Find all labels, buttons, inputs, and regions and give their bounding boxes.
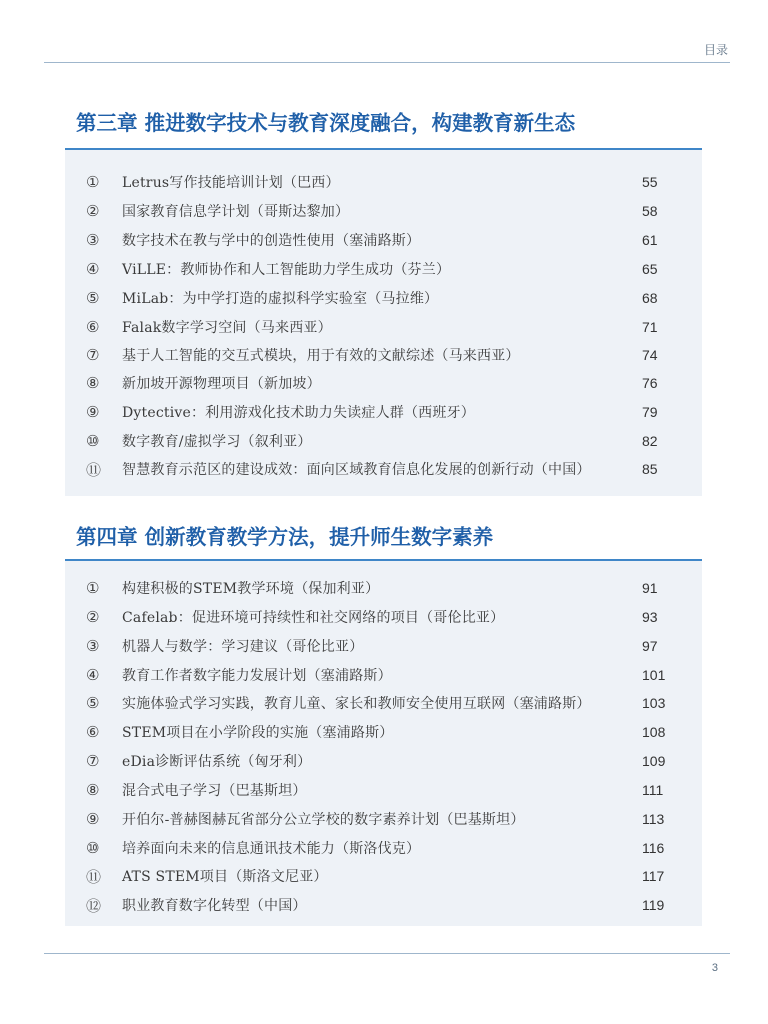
- entry-title: 数字技术在教与学中的创造性使用（塞浦路斯）: [122, 233, 421, 249]
- toc-entry[interactable]: [65, 343, 702, 367]
- entry-number: ④: [86, 666, 100, 684]
- entry-page: 117: [642, 868, 665, 884]
- entry-title: Dytective：利用游戏化技术助力失读症人群（西班牙）: [122, 405, 475, 421]
- entry-number: ⑨: [86, 810, 100, 828]
- entry-title: 开伯尔-普赫图赫瓦省部分公立学校的数字素养计划（巴基斯坦）: [122, 812, 525, 828]
- entry-page: 97: [642, 638, 658, 654]
- entry-number: ②: [86, 202, 100, 220]
- entry-page: 71: [642, 319, 658, 335]
- entry-page: 68: [642, 290, 658, 306]
- entry-number: ⑥: [86, 723, 100, 741]
- entry-title: 基于人工智能的交互式模块，用于有效的文献综述（马来西亚）: [122, 348, 520, 364]
- toc-entry[interactable]: [65, 807, 702, 831]
- entry-page: 65: [642, 261, 658, 277]
- toc-entry[interactable]: [65, 663, 702, 687]
- toc-entry[interactable]: [65, 257, 702, 281]
- toc-entry[interactable]: [65, 429, 702, 453]
- entry-title: Cafelab：促进环境可持续性和社交网络的项目（哥伦比亚）: [122, 610, 505, 626]
- entry-number: ⑤: [86, 694, 100, 712]
- toc-entry[interactable]: [65, 893, 702, 917]
- entry-page: 82: [642, 433, 658, 449]
- toc-entry[interactable]: [65, 371, 702, 395]
- chapter-4-toc: [65, 559, 702, 926]
- entry-page: 55: [642, 174, 658, 190]
- header-divider: [44, 62, 730, 63]
- toc-entry[interactable]: [65, 457, 702, 481]
- entry-number: ⑥: [86, 318, 100, 336]
- entry-title: 混合式电子学习（巴基斯坦）: [122, 783, 307, 799]
- entry-title: MiLab：为中学打造的虚拟科学实验室（马拉维）: [122, 291, 439, 307]
- entry-title: Falak数字学习空间（马来西亚）: [122, 320, 332, 336]
- entry-title: STEM项目在小学阶段的实施（塞浦路斯）: [122, 725, 394, 741]
- entry-page: 109: [642, 753, 666, 769]
- entry-number: ⑧: [86, 781, 100, 799]
- entry-title: 实施体验式学习实践，教育儿童、家长和教师安全使用互联网（塞浦路斯）: [122, 696, 591, 712]
- entry-page: 93: [642, 609, 658, 625]
- entry-number: ③: [86, 637, 100, 655]
- footer-divider: [44, 953, 730, 954]
- chapter-4-title: 第四章 创新教育教学方法，提升师生数字素养: [76, 525, 494, 549]
- entry-title: 数字教育/虚拟学习（叙利亚）: [122, 434, 312, 450]
- toc-entry[interactable]: [65, 576, 702, 600]
- entry-page: 76: [642, 375, 658, 391]
- toc-entry[interactable]: [65, 749, 702, 773]
- entry-number: ⑦: [86, 346, 100, 364]
- entry-page: 116: [642, 840, 665, 856]
- toc-entry[interactable]: [65, 286, 702, 310]
- entry-number: ②: [86, 608, 100, 626]
- toc-entry[interactable]: [65, 634, 702, 658]
- toc-entry[interactable]: [65, 836, 702, 860]
- toc-entry[interactable]: [65, 315, 702, 339]
- entry-page: 103: [642, 695, 666, 711]
- toc-entry[interactable]: [65, 228, 702, 252]
- entry-number: ⑪: [86, 460, 102, 479]
- entry-number: ①: [86, 579, 100, 597]
- entry-page: 119: [642, 897, 665, 913]
- entry-title: 机器人与数学：学习建议（哥伦比亚）: [122, 639, 364, 655]
- entry-page: 61: [642, 232, 658, 248]
- entry-number: ⑪: [86, 867, 102, 886]
- entry-page: 113: [642, 811, 665, 827]
- toc-entry[interactable]: [65, 778, 702, 802]
- entry-number: ⑤: [86, 289, 100, 307]
- entry-title: 职业教育数字化转型（中国）: [122, 898, 307, 914]
- entry-title: Letrus写作技能培训计划（巴西）: [122, 175, 340, 191]
- toc-entry[interactable]: [65, 199, 702, 223]
- entry-page: 111: [642, 782, 664, 798]
- entry-title: ViLLE：教师协作和人工智能助力学生成功（芬兰）: [122, 262, 451, 278]
- entry-title: 教育工作者数字能力发展计划（塞浦路斯）: [122, 668, 392, 684]
- entry-page: 79: [642, 404, 658, 420]
- entry-number: ⑫: [86, 896, 102, 915]
- toc-entry[interactable]: [65, 605, 702, 629]
- toc-entry[interactable]: [65, 720, 702, 744]
- toc-entry[interactable]: [65, 864, 702, 888]
- entry-title: 构建积极的STEM教学环境（保加利亚）: [122, 581, 380, 597]
- toc-entry[interactable]: [65, 691, 702, 715]
- entry-title: 智慧教育示范区的建设成效：面向区域教育信息化发展的创新行动（中国）: [122, 462, 591, 478]
- chapter-3-toc: [65, 148, 702, 496]
- entry-title: ATS STEM项目（斯洛文尼亚）: [122, 869, 328, 885]
- entry-number: ⑨: [86, 403, 100, 421]
- entry-title: 国家教育信息学计划（哥斯达黎加）: [122, 204, 350, 220]
- entry-number: ⑩: [86, 432, 100, 450]
- entry-page: 58: [642, 203, 658, 219]
- entry-page: 74: [642, 347, 658, 363]
- entry-title: 培养面向未来的信息通讯技术能力（斯洛伐克）: [122, 841, 421, 857]
- running-header-label: 目录: [703, 43, 728, 57]
- entry-number: ③: [86, 231, 100, 249]
- entry-page: 108: [642, 724, 666, 740]
- entry-number: ⑩: [86, 839, 100, 857]
- entry-number: ⑧: [86, 374, 100, 392]
- toc-entry[interactable]: [65, 400, 702, 424]
- entry-page: 85: [642, 461, 658, 477]
- entry-number: ④: [86, 260, 100, 278]
- entry-title: 新加坡开源物理项目（新加坡）: [122, 376, 321, 392]
- page-number: 3: [711, 962, 718, 974]
- entry-page: 91: [642, 580, 658, 596]
- toc-entry[interactable]: [65, 170, 702, 194]
- entry-number: ①: [86, 173, 100, 191]
- chapter-3-title: 第三章 推进数字技术与教育深度融合，构建教育新生态: [76, 111, 576, 135]
- entry-page: 101: [642, 667, 666, 683]
- entry-number: ⑦: [86, 752, 100, 770]
- entry-title: eDia诊断评估系统（匈牙利）: [122, 754, 312, 770]
